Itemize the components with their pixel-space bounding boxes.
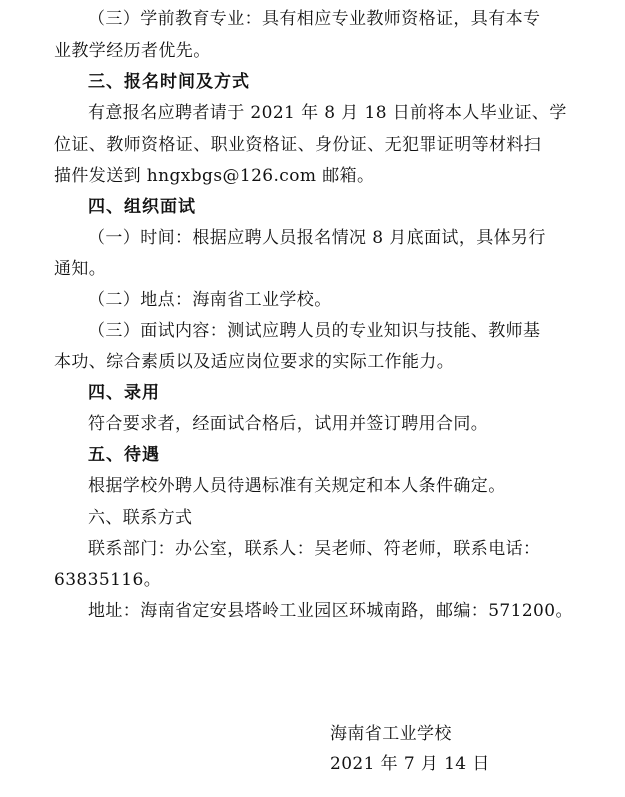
- signature-date: 2021 年 7 月 14 日: [330, 754, 490, 774]
- section-heading-registration: 三、报名时间及方式: [88, 72, 250, 92]
- signature-org: 海南省工业学校: [330, 724, 452, 744]
- phone-number-line: 63835116。: [54, 570, 162, 590]
- paragraph-line: （一）时间：根据应聘人员报名情况 8 月底面试，具体另行: [88, 228, 546, 248]
- section-heading-compensation: 五、待遇: [88, 445, 160, 465]
- section-heading-hiring: 四、录用: [88, 383, 160, 403]
- paragraph-line: 通知。: [54, 259, 107, 279]
- paragraph-line: 根据学校外聘人员待遇标准有关规定和本人条件确定。: [88, 476, 506, 496]
- paragraph-line: 本功、综合素质以及适应岗位要求的实际工作能力。: [54, 352, 455, 372]
- paragraph-line: 描件发送到 hngxbgs@126.com 邮箱。: [54, 166, 375, 186]
- paragraph-line: 业教学经历者优先。: [54, 41, 211, 61]
- section-heading-contact: 六、联系方式: [88, 508, 193, 528]
- paragraph-line: 有意报名应聘者请于 2021 年 8 月 18 日前将本人毕业证、学: [88, 103, 567, 123]
- paragraph-line: 联系部门：办公室，联系人：吴老师、符老师，联系电话：: [88, 539, 541, 559]
- paragraph-line: （二）地点：海南省工业学校。: [88, 290, 332, 310]
- section-heading-interview: 四、组织面试: [88, 197, 196, 217]
- paragraph-line: 符合要求者，经面试合格后，试用并签订聘用合同。: [88, 414, 489, 434]
- paragraph-line: （三）学前教育专业：具有相应专业教师资格证，具有本专: [88, 9, 541, 29]
- paragraph-line: （三）面试内容：测试应聘人员的专业知识与技能、教师基: [88, 321, 541, 341]
- address-line: 地址：海南省定安县塔岭工业园区环城南路，邮编：571200。: [88, 601, 573, 621]
- paragraph-line: 位证、教师资格证、职业资格证、身份证、无犯罪证明等材料扫: [54, 135, 542, 155]
